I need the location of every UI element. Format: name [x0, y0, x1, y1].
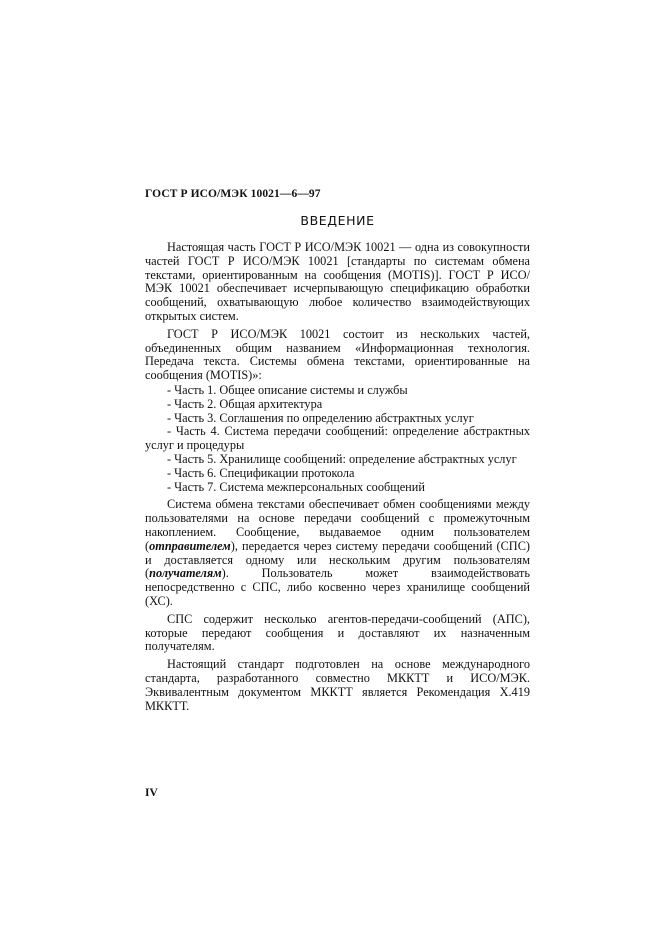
- list-item: - Часть 5. Хранилище сообщений: определение абстрактных услуг: [167, 451, 517, 466]
- paragraph-3: Система обмена текстами обеспечивает обмен сообщениями между пользователями на основе передачи сообщений с промежуточным накоплением. Сообщение, выдаваемое одним пользователем (отправителем), передается через систему передачи сообщений (СПС) и доставляется одному или нескольким другим пользователям (получателям). Пользователь может взаимодействовать непосредственно с СПС, либо косвенно через хранилище сообщений (ХС).: [145, 497, 530, 608]
- paragraph-4: СПС содержит несколько агентов-передачи-сообщений (АПС), которые передают сообщения и доставляют их назначенным получателям.: [145, 611, 530, 654]
- term-recipients: получателям: [149, 566, 222, 581]
- list-item: - Часть 2. Общая архитектура: [167, 396, 323, 411]
- list-item: - Часть 7. Система межперсональных сообщений: [167, 479, 425, 494]
- list-item: - Часть 1. Общее описание системы и службы: [167, 382, 408, 397]
- page-number: IV: [145, 787, 158, 799]
- list-item: - Часть 6. Спецификации протокола: [167, 465, 355, 480]
- body-text: [145, 241, 530, 717]
- list-item: - Часть 3. Соглашения по определению абстрактных услуг: [167, 410, 474, 425]
- term-sender: отправителем: [149, 538, 231, 553]
- running-header: ГОСТ Р ИСО/МЭК 10021—6—97: [145, 188, 321, 200]
- paragraph-2: ГОСТ Р ИСО/МЭК 10021 состоит из нескольких частей, объединенных общим названием «Информационная технология. Передача текста. Системы обмена текстами, ориентированные на сообщения (MOTIS)»:: [145, 326, 530, 383]
- parts-list: [145, 384, 530, 494]
- list-item: - Часть 4. Система передачи сообщений: определение абстрактных услуг и процедуры: [145, 424, 530, 453]
- section-title: ВВЕДЕНИЕ: [300, 213, 375, 228]
- paragraph-5: Настоящий стандарт подготовлен на основе международного стандарта, разработанного совместно МККТТ и ИСО/МЭК. Эквивалентным документом МККТТ является Рекомендация X.419 МККТТ.: [145, 657, 530, 713]
- paragraph-1: Настоящая часть ГОСТ Р ИСО/МЭК 10021 — одна из совокупности частей ГОСТ Р ИСО/МЭК 10021 [стандарты по системам обмена текстами, ориентированным на сообщения (MOTIS)]. ГОСТ Р ИСО/МЭК 10021 обеспечивает исчерпывающую спецификацию обработки сообщений, охватывающую любое количество взаимодействующих открытых систем.: [145, 240, 530, 323]
